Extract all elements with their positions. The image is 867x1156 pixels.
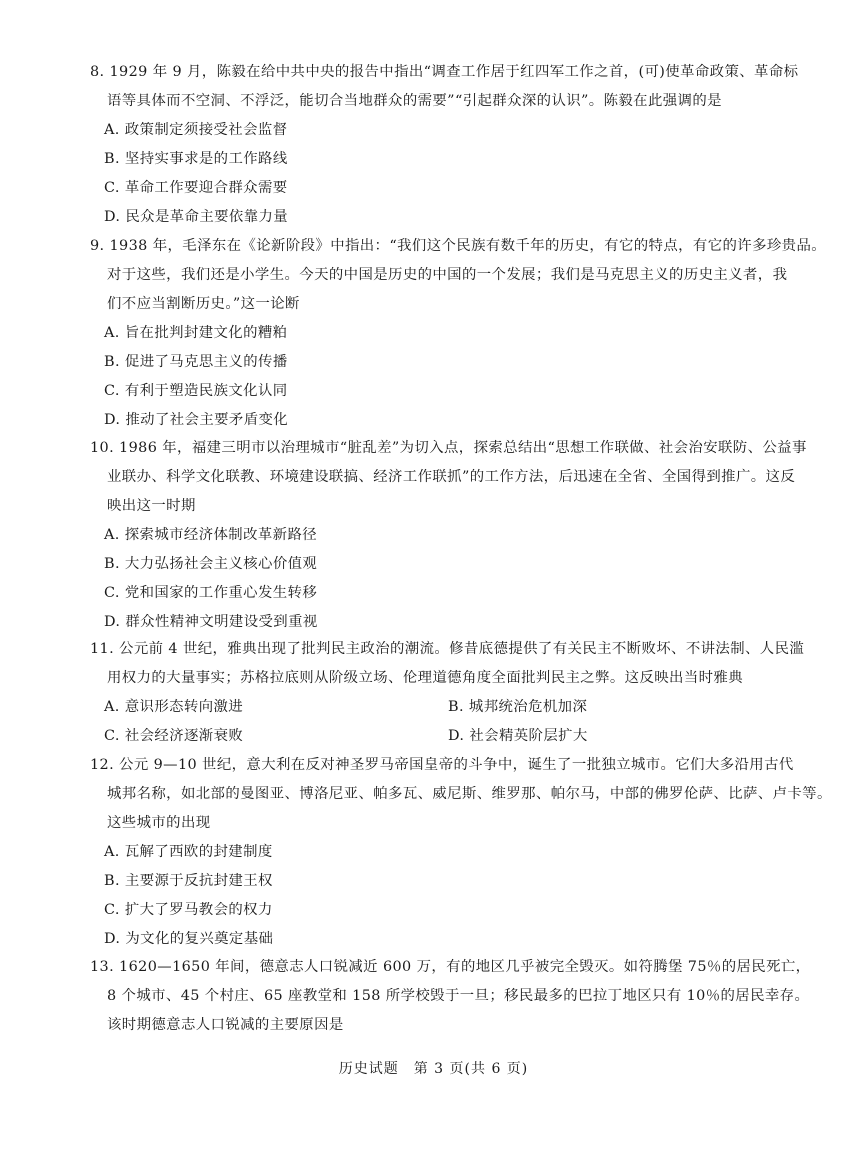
question-stem-line: 这些城市的出现	[107, 815, 211, 831]
question-13	[90, 953, 811, 1040]
question-stem-line: 城邦名称，如北部的曼图亚、博洛尼亚、帕多瓦、威尼斯、维罗那、帕尔马，中部的佛罗伦萨、比萨、卢卡等。	[107, 786, 832, 802]
option-c[interactable]: C. 社会经济逐渐衰败	[104, 728, 244, 744]
page-footer: 历史试题 第 3 页(共 6 页)	[338, 1061, 529, 1077]
question-stem-line: 映出这一时期	[107, 498, 196, 514]
options-row	[90, 693, 805, 722]
option-d[interactable]: D. 推动了社会主要矛盾变化	[104, 412, 289, 428]
question-stem-line: 8. 1929 年 9 月，陈毅在给中共中央的报告中指出“调查工作居于红四军工作之首，(可)使革命政策、革命标	[90, 64, 799, 80]
question-stem-line: 11. 公元前 4 世纪，雅典出现了批判民主政治的潮流。修昔底德提供了有关民主不断败坏、不讲法制、人民滥	[90, 641, 805, 657]
option-a[interactable]: A. 旨在批判封建文化的糟粕	[104, 325, 288, 341]
question-11	[90, 635, 805, 751]
option-d[interactable]: D. 社会精英阶层扩大	[448, 728, 588, 744]
option-d[interactable]: D. 民众是革命主要依靠力量	[104, 209, 289, 225]
question-9	[90, 232, 827, 435]
option-c[interactable]: C. 扩大了罗马教会的权力	[104, 902, 273, 918]
question-stem-line: 业联办、科学文化联教、环境建设联搞、经济工作联抓”的工作方法，后迅速在全省、全国得到推广。这反	[107, 469, 796, 485]
option-b[interactable]: B. 城邦统治危机加深	[448, 699, 588, 715]
option-d[interactable]: D. 为文化的复兴奠定基础	[104, 931, 274, 947]
question-8	[90, 58, 805, 232]
question-stem-line: 该时期德意志人口锐减的主要原因是	[107, 1017, 344, 1033]
question-stem-line: 语等具体而不空洞、不浮泛，能切合当地群众的需要”“引起群众深的认识”。陈毅在此强调的是	[107, 93, 722, 109]
option-a[interactable]: A. 瓦解了西欧的封建制度	[104, 844, 273, 860]
option-c[interactable]: C. 党和国家的工作重心发生转移	[104, 585, 318, 601]
question-stem-line: 对于这些，我们还是小学生。今天的中国是历史的中国的一个发展；我们是马克思主义的历史主义者，我	[107, 267, 788, 283]
option-b[interactable]: B. 坚持实事求是的工作路线	[104, 151, 288, 167]
question-stem-line: 13. 1620—1650 年间，德意志人口锐减近 600 万，有的地区几乎被完全毁灭。如符腾堡 75％的居民死亡，	[90, 959, 811, 975]
option-a[interactable]: A. 探索城市经济体制改革新路径	[104, 527, 318, 543]
option-c[interactable]: C. 有利于塑造民族文化认同	[104, 383, 288, 399]
option-b[interactable]: B. 大力弘扬社会主义核心价值观	[104, 556, 318, 572]
option-b[interactable]: B. 主要源于反抗封建王权	[104, 873, 273, 889]
option-a[interactable]: A. 政策制定须接受社会监督	[104, 122, 288, 138]
question-stem-line: 8 个城市、45 个村庄、65 座教堂和 158 所学校毁于一旦；移民最多的巴拉丁地区只有 10％的居民幸存。	[107, 988, 810, 1004]
question-12	[90, 751, 832, 954]
question-stem-line: 12. 公元 9—10 世纪，意大利在反对神圣罗马帝国皇帝的斗争中，诞生了一批独立城市。它们大多沿用古代	[90, 757, 794, 773]
options-row	[90, 722, 805, 751]
option-b[interactable]: B. 促进了马克思主义的传播	[104, 354, 288, 370]
option-a[interactable]: A. 意识形态转向激进	[104, 699, 244, 715]
option-d[interactable]: D. 群众性精神文明建设受到重视	[104, 614, 318, 630]
question-stem-line: 10. 1986 年，福建三明市以治理城市“脏乱差”为切入点，探索总结出“思想工作联做、社会治安联防、公益事	[90, 440, 807, 456]
question-stem-line: 9. 1938 年，毛泽东在《论新阶段》中指出：“我们这个民族有数千年的历史，有它的特点，有它的许多珍贵品。	[90, 238, 827, 254]
question-stem-line: 们不应当割断历史。”这一论断	[107, 296, 300, 312]
question-10	[90, 434, 805, 637]
option-c[interactable]: C. 革命工作要迎合群众需要	[104, 180, 288, 196]
question-stem-line: 用权力的大量事实；苏格拉底则从阶级立场、伦理道德角度全面批判民主之弊。这反映出当时雅典	[107, 670, 743, 686]
